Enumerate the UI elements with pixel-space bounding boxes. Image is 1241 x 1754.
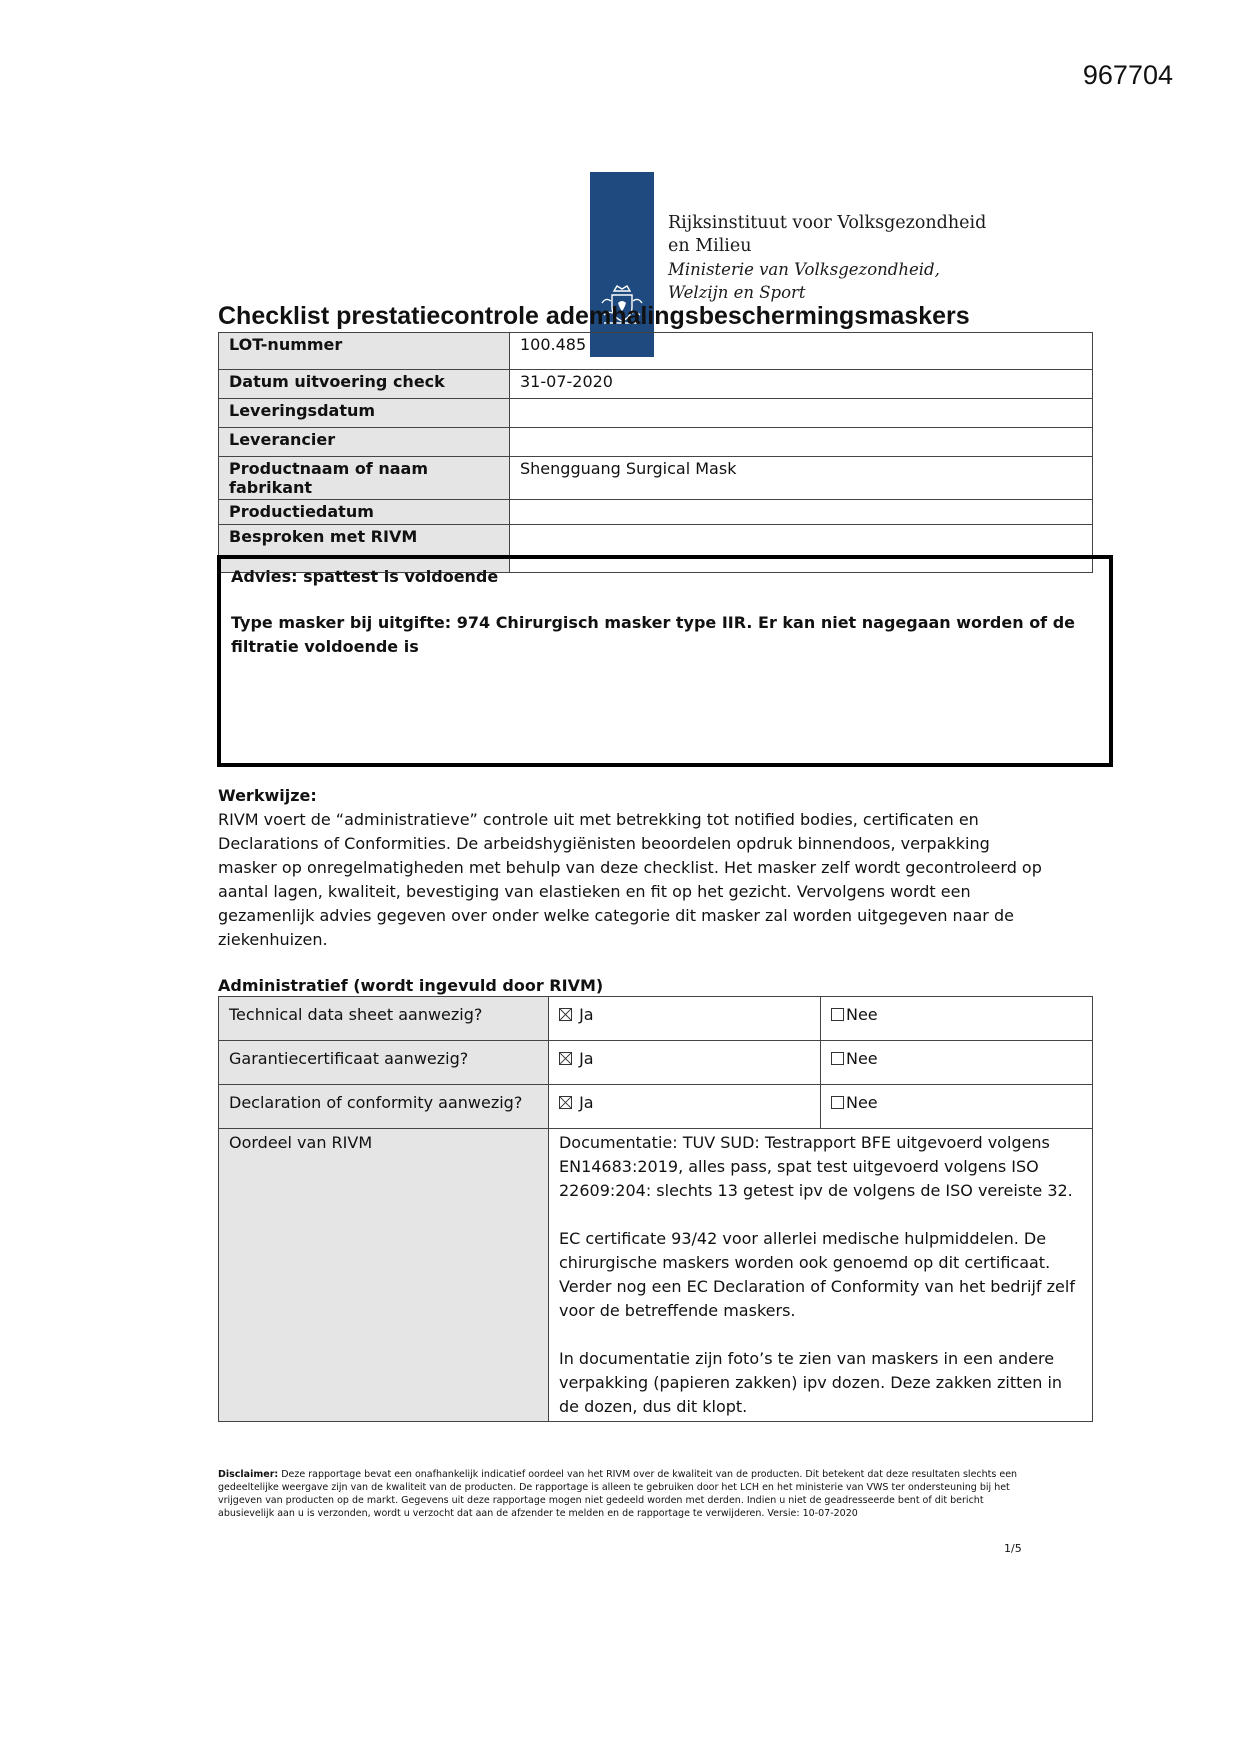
meta-value: Shengguang Surgical Mask xyxy=(510,457,1093,500)
meta-value xyxy=(510,428,1093,457)
org-line-4: Welzijn en Sport xyxy=(668,283,806,302)
yes-option[interactable] xyxy=(548,1085,820,1129)
advies-box xyxy=(217,555,1113,767)
check-row xyxy=(219,997,1093,1041)
unchecked-box-icon[interactable] xyxy=(831,1096,844,1109)
oordeel-label: Oordeel van RIVM xyxy=(219,1129,549,1422)
meta-row-leveringsdatum xyxy=(219,399,1093,428)
administratief-table xyxy=(218,996,1093,1422)
organisation-name xyxy=(668,212,986,304)
unchecked-box-icon[interactable] xyxy=(831,1052,844,1065)
meta-label: LOT-nummer xyxy=(219,333,510,370)
check-question: Garantiecertificaat aanwezig? xyxy=(219,1041,549,1085)
werkwijze-section xyxy=(218,784,1048,952)
meta-value xyxy=(510,399,1093,428)
meta-row-leverancier xyxy=(219,428,1093,457)
oordeel-row xyxy=(219,1129,1093,1422)
check-row xyxy=(219,1041,1093,1085)
werkwijze-heading: Werkwijze: xyxy=(218,786,317,805)
no-option[interactable] xyxy=(820,1085,1092,1129)
checked-box-icon[interactable] xyxy=(559,1052,572,1065)
meta-label: Leverancier xyxy=(219,428,510,457)
yes-label: Ja xyxy=(579,1093,594,1112)
no-label: Nee xyxy=(845,1005,878,1024)
yes-label: Ja xyxy=(579,1005,594,1024)
meta-label: Productiedatum xyxy=(219,500,510,525)
meta-value: 100.485 xyxy=(510,333,1093,370)
document-number: 967704 xyxy=(1082,60,1173,90)
oordeel-text xyxy=(548,1129,1092,1422)
oordeel-paragraph: In documentatie zijn foto’s te zien van maskers in een andere verpakking (papieren zakken) ipv dozen. Deze zakken zitten in de dozen, dus dit klopt. xyxy=(558,1349,1063,1416)
meta-table xyxy=(218,332,1093,573)
org-line-1: Rijksinstituut voor Volksgezondheid xyxy=(668,213,987,233)
meta-label: Productnaam of naam fabrikant xyxy=(219,457,510,500)
meta-row-datum-check xyxy=(219,370,1093,399)
document-title: Checklist prestatiecontrole ademhalingsbeschermingsmaskers xyxy=(218,302,970,330)
advies-line: Advies: spattest is voldoende xyxy=(231,567,499,586)
yes-option[interactable] xyxy=(548,1041,820,1085)
yes-option[interactable] xyxy=(548,997,820,1041)
meta-label: Leveringsdatum xyxy=(219,399,510,428)
meta-label: Datum uitvoering check xyxy=(219,370,510,399)
no-label: Nee xyxy=(845,1049,878,1068)
meta-value xyxy=(510,500,1093,525)
check-question: Declaration of conformity aanwezig? xyxy=(219,1085,549,1129)
org-line-3: Ministerie van Volksgezondheid, xyxy=(668,260,940,279)
disclaimer-text: Deze rapportage bevat een onafhankelijk indicatief oordeel van het RIVM over de kwaliteit van de producten. Dit betekent dat deze resultaten slechts een gedeeltelijke weergave zijn van de kwaliteit van de producten. De rapportage is alleen te gebruiken door het LCH en het ministerie van VWS ter ondersteuning bij het vrijgeven van producten op de markt. Gegevens uit deze rapportage mogen niet gedeeld worden met derden. Indien u niet de geadresseerde bent of dit bericht abusievelijk aan u is verzonden, wordt u verzocht dat aan de afzender te melden en de rapportage te verwijderen. Versie: 10-07-2020 xyxy=(218,1469,1018,1519)
no-option[interactable] xyxy=(820,1041,1092,1085)
yes-label: Ja xyxy=(579,1049,594,1068)
werkwijze-body: RIVM voert de “administratieve” controle uit met betrekking tot notified bodies, certificaten en Declarations of Conformities. De arbeidshygiënisten beoordelen opdruk binnendoos, verpakking masker op onregelmatigheden met behulp van deze checklist. Het masker zelf wordt gecontroleerd op aantal lagen, kwaliteit, bevestiging van elastieken en fit op het gezicht. Vervolgens wordt een gezamenlijk advies gegeven over onder welke categorie dit masker zal worden uitgegeven naar de ziekenhuizen. xyxy=(218,810,1042,949)
type-masker-line: Type masker bij uitgifte: 974 Chirurgisch masker type IIR. Er kan niet nagegaan worden of de filtratie voldoende is xyxy=(231,613,1076,656)
meta-row-productiedatum xyxy=(219,500,1093,525)
check-question: Technical data sheet aanwezig? xyxy=(219,997,549,1041)
oordeel-paragraph: Documentatie: TUV SUD: Testrapport BFE uitgevoerd volgens EN14683:2019, alles pass, spat test uitgevoerd volgens ISO 22609:204: slechts 13 getest ipv de volgens de ISO vereiste 32. xyxy=(558,1133,1073,1200)
meta-row-lot xyxy=(219,333,1093,370)
no-label: Nee xyxy=(845,1093,878,1112)
disclaimer-label: Disclaimer: xyxy=(218,1469,279,1480)
unchecked-box-icon[interactable] xyxy=(831,1008,844,1021)
checked-box-icon[interactable] xyxy=(559,1008,572,1021)
page-number: 1/5 xyxy=(1004,1542,1022,1555)
meta-row-productnaam xyxy=(219,457,1093,500)
checked-box-icon[interactable] xyxy=(559,1096,572,1109)
disclaimer xyxy=(218,1468,1026,1520)
org-line-2: en Milieu xyxy=(668,236,752,256)
oordeel-paragraph: EC certificate 93/42 voor allerlei medische hulpmiddelen. De chirurgische maskers worden ook genoemd op dit certificaat. Verder nog een EC Declaration of Conformity van het bedrijf zelf voor de betreffende maskers. xyxy=(558,1229,1075,1320)
administratief-heading: Administratief (wordt ingevuld door RIVM) xyxy=(218,976,604,995)
no-option[interactable] xyxy=(820,997,1092,1041)
meta-value: 31-07-2020 xyxy=(510,370,1093,399)
meta-label: Besproken met RIVM xyxy=(219,525,510,573)
check-row xyxy=(219,1085,1093,1129)
